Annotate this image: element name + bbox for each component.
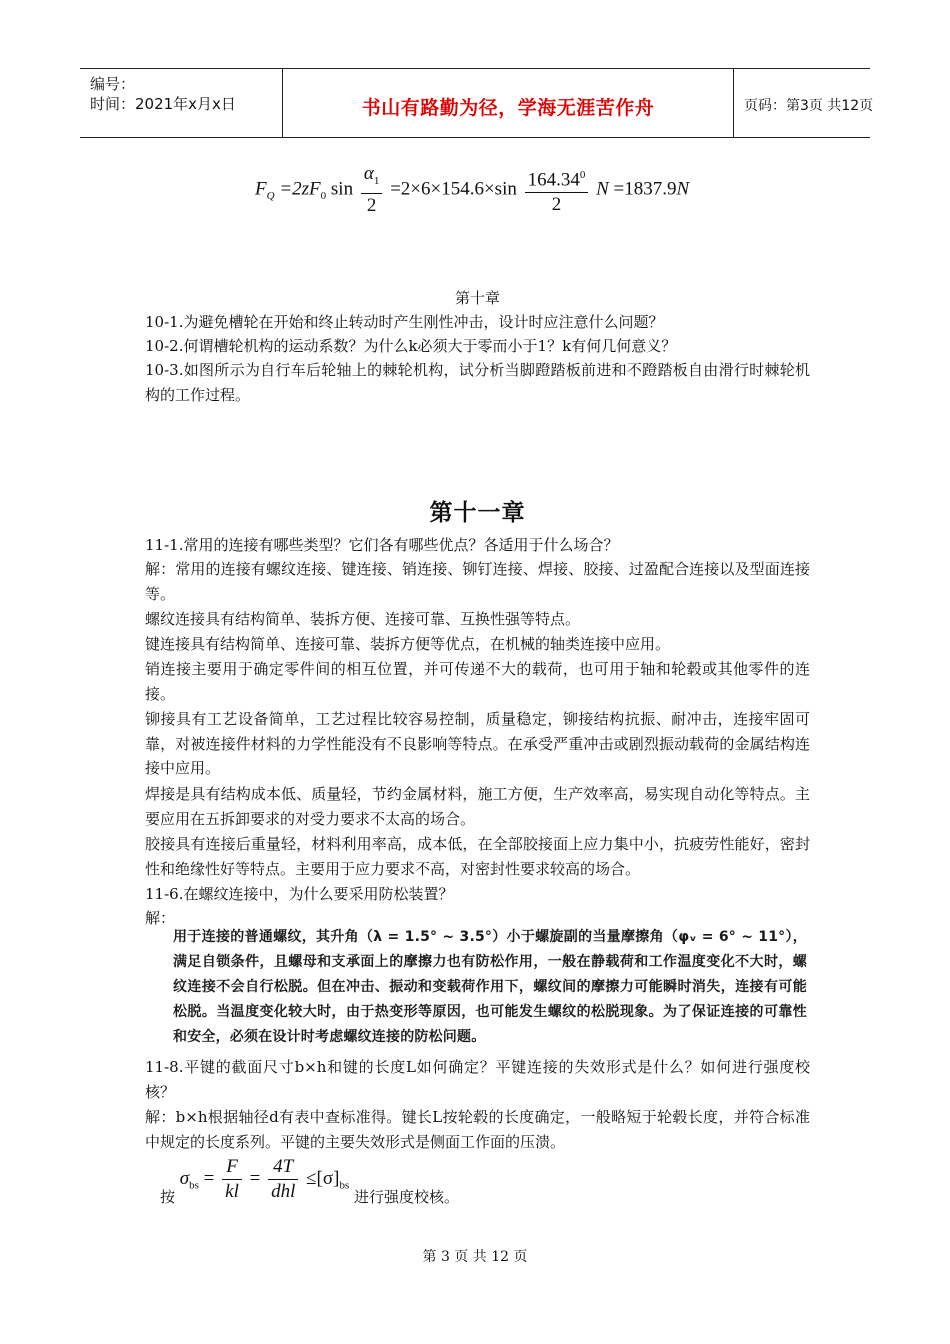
question-10-1: 10-1.为避免槽轮在开始和终止转动时产生刚性冲击，设计时应注意什么问题？: [145, 313, 664, 331]
answer-11-1-intro: 解：常用的连接有螺纹连接、键连接、销连接、铆钉连接、焊接、胶接、过盈配合连接以及型面连接等。: [145, 560, 810, 603]
formula-superscript: 0: [579, 168, 586, 181]
number-label: 编号：: [90, 75, 136, 93]
answer-11-1-weld: 焊接是具有结构成本低、质量轻，节约金属材料，施工方便，生产效率高，易实现自动化等特点。主要应用在五拆卸要求的对受力要求不太高的场合。: [145, 785, 810, 828]
formula-subscript: Q: [266, 190, 275, 203]
header-motto-cell: [282, 69, 734, 137]
question-10-3: 10-3.如图所示为自行车后轮轴上的棘轮机构，试分析当脚蹬踏板前进和不蹬踏板自由滑行时棘轮机构的工作过程。: [145, 361, 810, 404]
question-10-2: 10-2.何谓槽轮机构的运动系数？为什么k必须大于零而小于1？k有何几何意义？: [145, 337, 677, 355]
formula-fraction: [525, 163, 589, 217]
fraction-numerator: 4T: [268, 1155, 298, 1180]
formula-fraction: [268, 1155, 298, 1204]
scanned-text: 用于连接的普通螺纹，其升角（λ = 1.5° ~ 3.5°）小于螺旋副的当量摩擦角（φᵥ = 6° ~ 11°），满足自锁条件，且螺母和支承面上的摩擦力也有防松作用，一般在静载荷和工作温度变化不大时，螺纹连接不会自行松脱。但在冲击、振动和变载荷作用下，螺纹间的摩擦力可能瞬时消失，连接有可能松脱。当温度变化较大时，由于热变形等原因，也可能发生螺纹的松脱现象。为了保证连接的可靠性和安全，必须在设计时考虑螺纹连接的防松问题。: [173, 929, 807, 1045]
fraction-denominator: dhl: [271, 1181, 296, 1202]
formula-prefix: 按: [160, 1187, 176, 1206]
formula-operator: =: [249, 1167, 261, 1189]
fraction-numerator: F: [222, 1155, 242, 1180]
formula-term: =2×6×154.6×sin: [390, 178, 517, 200]
answer-11-1-key: 键连接具有结构简单、连接可靠、装拆方便等优点，在机械的轴类连接中应用。: [145, 635, 671, 653]
formula-function: sin: [330, 178, 354, 200]
question-11-8: 11-8.平键的截面尺寸b×h和键的长度L如何确定？平键连接的失效形式是什么？如何进行强度校核？: [145, 1058, 810, 1101]
formula-symbol: σ: [179, 1167, 190, 1189]
formula-suffix: 进行强度校核。: [353, 1187, 459, 1206]
answer-11-1-rivet: 铆接具有工艺设备简单，工艺过程比较容易控制，质量稳定，铆接结构抗振、耐冲击，连接牢固可靠，对被连接件材料的力学性能没有不良影响等特点。在承受严重冲击或剧烈振动载荷的金属结构连接中应用。: [145, 710, 810, 777]
formula-unit: N: [596, 178, 609, 200]
time-label: 时间：2021年x月x日: [90, 95, 236, 113]
formula-fq: [255, 162, 689, 218]
chapter-10-title: 第十章: [454, 289, 500, 307]
header-meta-cell: [80, 69, 282, 137]
formula-symbol: F: [255, 178, 267, 200]
formula-bearing-stress: [160, 1155, 459, 1207]
answer-11-6-label: 解：: [145, 909, 176, 927]
formula-fraction: [361, 162, 382, 218]
question-11-6: 11-6.在螺纹连接中，为什么要采用防松装置？: [145, 885, 454, 903]
answer-11-8: 解：b×h根据轴径d有表中查标准得。键长L按轮毂的长度确定，一般略短于轮毂长度，并符合标准中规定的长度系列。平键的主要失效形式是侧面工作面的压溃。: [145, 1108, 810, 1151]
formula-inequality: ≤[σ]: [306, 1167, 340, 1189]
chapter-11-title: 第十一章: [429, 500, 526, 526]
fraction-denominator: kl: [225, 1181, 239, 1202]
formula-subscript: bs: [189, 1179, 199, 1192]
formula-subscript: bs: [339, 1179, 350, 1192]
header-page-cell: [734, 69, 874, 137]
formula-fraction: [222, 1155, 242, 1204]
fraction-numerator: α: [363, 163, 374, 184]
document-header: [80, 68, 874, 138]
answer-11-1-thread: 螺纹连接具有结构简单、装拆方便、连接可靠、互换性强等特点。: [145, 610, 581, 628]
formula-result: =1837.9: [613, 178, 677, 200]
motto: 书山有路勤为径，学海无涯苦作舟: [361, 97, 655, 119]
fraction-denominator: 2: [551, 194, 562, 216]
answer-11-1-pin: 销连接主要用于确定零件间的相互位置，并可传递不大的载荷，也可用于轴和轮毂或其他零件的连接。: [145, 660, 810, 703]
formula-subscript: 0: [320, 190, 327, 203]
formula-term: =2zF: [279, 178, 321, 200]
formula-operator: =: [203, 1167, 215, 1189]
answer-11-1-adhesive: 胶接具有连接后重量轻，材料利用率高，成本低，在全部胶接面上应力集中小，抗疲劳性能好，密封性和绝缘性好等特点。主要用于应力要求不高，对密封性要求较高的场合。: [145, 835, 810, 878]
formula-unit: N: [676, 178, 690, 200]
page-info: 页码：第3页 共12页: [744, 98, 874, 114]
fraction-denominator: 2: [366, 194, 377, 216]
scanned-answer-11-6: [145, 925, 807, 1051]
page-footer: 第 3 页 共 12 页: [422, 1249, 528, 1265]
formula-subscript: 1: [373, 174, 380, 187]
fraction-numerator: 164.34: [527, 169, 580, 191]
question-11-1: 11-1.常用的连接有哪些类型？它们各有哪些优点？各适用于什么场合？: [145, 536, 619, 554]
